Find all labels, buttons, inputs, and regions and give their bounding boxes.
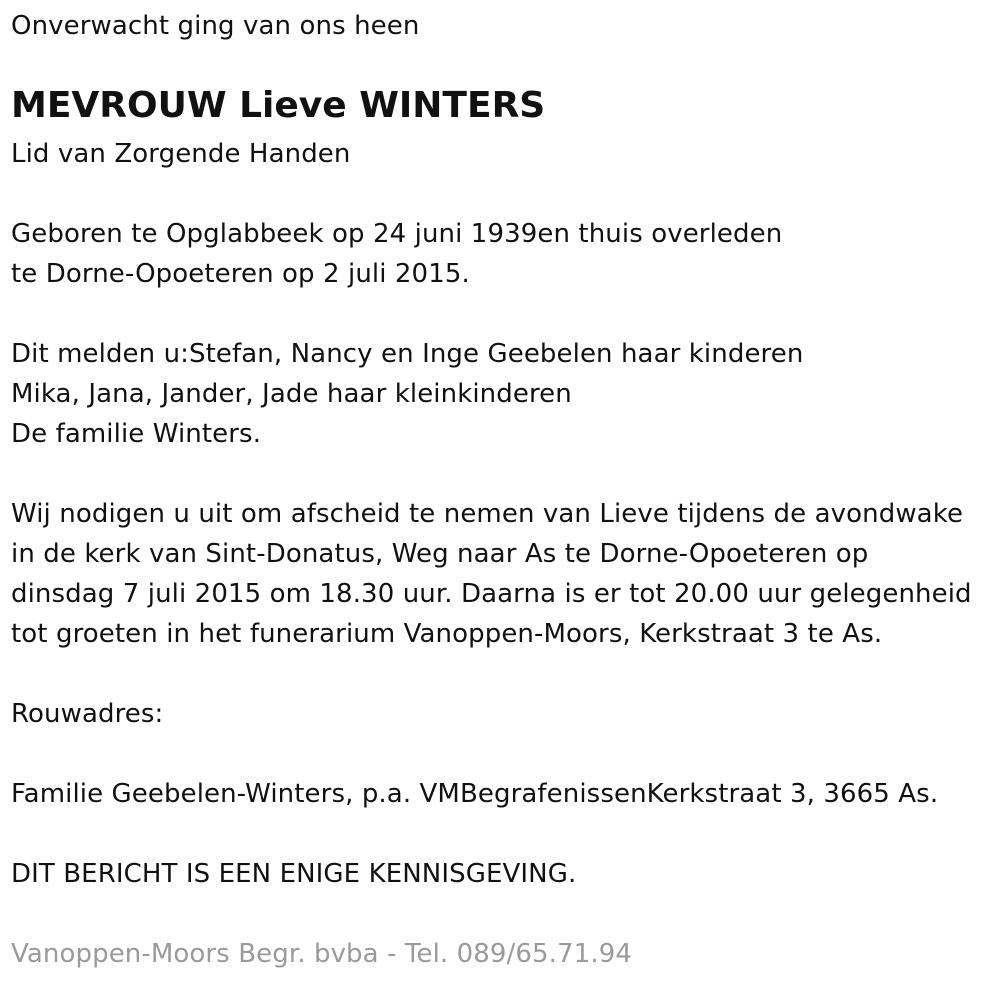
birth-death-line-2: te Dorne-Opoeteren op 2 juli 2015. [11,259,470,289]
invitation-line-2: in de kerk van Sint-Donatus, Weg naar As te Dorne-Opoeteren op [11,539,869,569]
mourning-address: Familie Geebelen-Winters, p.a. VMBegrafenissenKerkstraat 3, 3665 As. [11,779,939,809]
membership-text: Lid van Zorgende Handen [11,139,351,169]
notice-statement: DIT BERICHT IS EEN ENIGE KENNISGEVING. [11,859,577,889]
announcers-line-3: De familie Winters. [11,419,262,449]
birth-death-line-1: Geboren te Opglabbeek op 24 juni 1939en thuis overleden [11,219,783,249]
funeral-home-footer: Vanoppen-Moors Begr. bvba - Tel. 089/65.71.94 [11,939,632,969]
intro-text: Onverwacht ging van ons heen [11,11,420,41]
announcers-line-2: Mika, Jana, Jander, Jade haar kleinkinderen [11,379,572,409]
announcers-line-1: Dit melden u:Stefan, Nancy en Inge Geebelen haar kinderen [11,339,804,369]
address-label: Rouwadres: [11,699,164,729]
deceased-name: MEVROUW Lieve WINTERS [11,85,546,126]
invitation-line-3: dinsdag 7 juli 2015 om 18.30 uur. Daarna is er tot 20.00 uur gelegenheid [11,579,972,609]
invitation-line-4: tot groeten in het funerarium Vanoppen-Moors, Kerkstraat 3 te As. [11,619,883,649]
invitation-line-1: Wij nodigen u uit om afscheid te nemen van Lieve tijdens de avondwake [11,499,964,529]
